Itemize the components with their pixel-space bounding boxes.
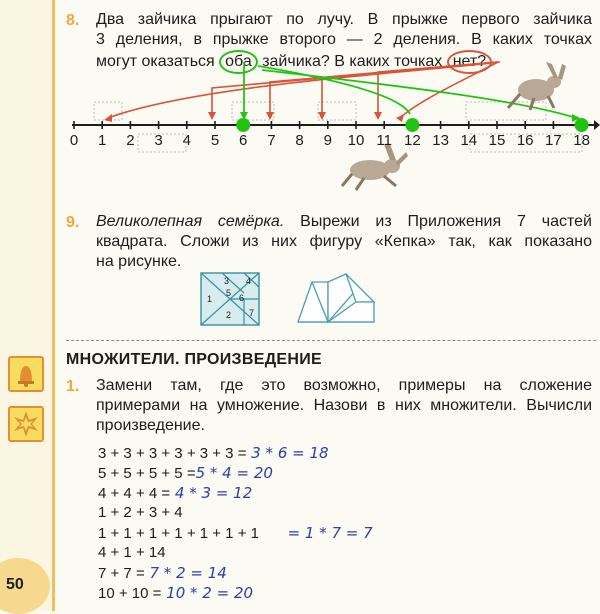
task-9-line-1: Великолепная семёрка. Вырежи из Приложения 7 частей bbox=[96, 213, 592, 230]
handwritten-answer: 4 * 3 = 12 bbox=[170, 484, 253, 502]
cap-figure bbox=[294, 272, 378, 328]
hare-bottom-icon bbox=[342, 144, 408, 190]
handwritten-answer: 3 * 6 = 18 bbox=[246, 444, 329, 462]
task-9-number: 9. bbox=[66, 214, 80, 231]
tick-label: 12 bbox=[404, 132, 421, 149]
handwritten-answer: 5 * 4 = 20 bbox=[195, 464, 273, 482]
tangram-label: 3 bbox=[224, 276, 230, 286]
example-row-2: 5 + 5 + 5 + 5 =5 * 4 = 20 bbox=[98, 464, 273, 482]
tick-label: 1 bbox=[98, 132, 107, 149]
task-8-number: 8. bbox=[66, 12, 80, 29]
tick-label: 18 bbox=[573, 132, 590, 149]
tick-label: 17 bbox=[545, 132, 562, 149]
example-row-5: 1 + 1 + 1 + 1 + 1 + 1 + 1 = 1 * 7 = 7 bbox=[98, 524, 373, 542]
example-row-6: 4 + 1 + 14 bbox=[98, 544, 166, 561]
tangram-label: 2 bbox=[226, 310, 232, 320]
task-1-line-1: Замени там, где это возможно, примеры на сложение bbox=[96, 377, 592, 394]
ray-ticks bbox=[72, 120, 600, 130]
hare-top-icon bbox=[508, 62, 566, 110]
tick-label: 6 bbox=[239, 132, 248, 149]
tick-label: 13 bbox=[432, 132, 449, 149]
task-8-line-2: 3 деления, в прыжке второго — 2 деления. В каких точках bbox=[96, 31, 592, 48]
example-row-8: 10 + 10 = 10 * 2 = 20 bbox=[98, 584, 254, 602]
example-row-4: 1 + 2 + 3 + 4 bbox=[98, 504, 183, 521]
circled-word-none: нет? bbox=[447, 50, 492, 74]
number-ray bbox=[0, 0, 600, 200]
task-8-line-1: Два зайчика прыгают по лучу. В прыжке первого зайчика bbox=[96, 11, 592, 28]
bell-icon bbox=[8, 356, 44, 392]
red-jump-arrows bbox=[108, 62, 500, 118]
tick-label: 8 bbox=[295, 132, 304, 149]
section-divider bbox=[66, 340, 596, 341]
answer-point-dot bbox=[575, 118, 589, 132]
task-9-line-2: квадрата. Сложи из них фигуру «Кепка» так, как показано bbox=[96, 233, 592, 250]
tangram-label: 5 bbox=[226, 288, 232, 298]
example-row-7: 7 + 7 = 7 * 2 = 14 bbox=[98, 564, 227, 582]
page-number: 50 bbox=[6, 576, 24, 593]
task-1-line-3: произведение. bbox=[96, 417, 205, 434]
task-9-line-3: на рисунке. bbox=[96, 253, 182, 270]
tick-label: 5 bbox=[210, 132, 220, 149]
tick-label: 14 bbox=[460, 132, 478, 149]
tangram-label: 6 bbox=[239, 293, 245, 303]
tick-label: 16 bbox=[516, 132, 534, 149]
tick-label: 9 bbox=[323, 132, 332, 149]
tick-label: 2 bbox=[126, 132, 135, 149]
task-1-line-2: примерами на умножение. Назови в них множители. Вычисли bbox=[96, 397, 592, 414]
example-row-1: 3 + 3 + 3 + 3 + 3 + 3 = 3 * 6 = 18 bbox=[98, 444, 329, 462]
star-burst-icon bbox=[8, 406, 44, 442]
ray-arrow-icon bbox=[594, 120, 600, 130]
handwritten-answer: 10 * 2 = 20 bbox=[161, 584, 254, 602]
tick-label: 3 bbox=[154, 132, 163, 149]
tangram-square-figure bbox=[200, 272, 260, 326]
circled-word-both: оба bbox=[219, 50, 258, 74]
tick-label: 0 bbox=[69, 132, 79, 149]
tangram-label: 4 bbox=[246, 276, 252, 286]
tick-label: 10 bbox=[347, 132, 365, 149]
task-1-number: 1. bbox=[66, 378, 80, 395]
handwritten-answer: = 1 * 7 = 7 bbox=[258, 524, 373, 542]
example-row-3: 4 + 4 + 4 = 4 * 3 = 12 bbox=[98, 484, 253, 502]
tick-label: 4 bbox=[182, 132, 191, 149]
section-title: МНОЖИТЕЛИ. ПРОИЗВЕДЕНИЕ bbox=[66, 351, 322, 368]
tick-label: 11 bbox=[376, 132, 392, 149]
task-8-line-3: могут оказаться оба зайчика? В каких точках нет? bbox=[96, 50, 492, 74]
handwritten-answer: 7 * 2 = 14 bbox=[144, 564, 227, 582]
answer-point-dot bbox=[405, 118, 419, 132]
answer-point-dot bbox=[236, 118, 250, 132]
tick-label: 7 bbox=[267, 132, 276, 149]
tangram-label: 7 bbox=[249, 308, 255, 318]
tick-label: 15 bbox=[488, 132, 506, 149]
tangram-label: 1 bbox=[207, 294, 213, 304]
